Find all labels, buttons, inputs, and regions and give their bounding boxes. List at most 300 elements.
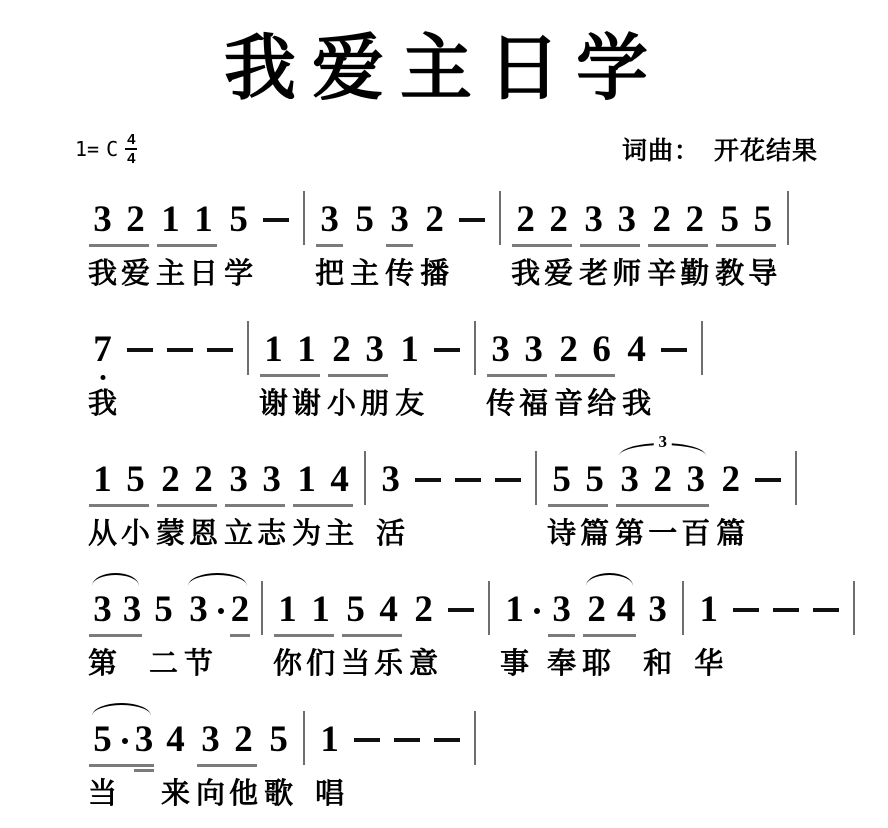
rest-dash-unit <box>767 566 805 664</box>
note-cell <box>222 436 255 552</box>
barline <box>303 711 305 765</box>
duration-dash <box>354 738 380 742</box>
note-number: 5 <box>552 459 571 500</box>
beam-underline <box>328 374 388 377</box>
barline <box>474 711 476 765</box>
lyric-syllable: 主 <box>325 518 355 550</box>
note-cell <box>498 566 531 682</box>
note-unit <box>620 306 653 422</box>
note-cell <box>679 436 712 552</box>
barline <box>701 321 703 375</box>
note-cell <box>257 306 290 422</box>
duration-dash <box>127 348 153 352</box>
rest-dash-unit <box>453 176 491 274</box>
dash-cell <box>442 566 480 664</box>
note-unit <box>545 436 611 552</box>
note-unit <box>147 566 180 682</box>
lyric-syllable: 活 <box>376 518 406 550</box>
lyric-syllable: 师 <box>612 258 642 290</box>
note-cell <box>645 176 678 292</box>
note-cell <box>194 696 227 812</box>
time-signature-lower: 4 <box>127 150 136 167</box>
subdivision-underline <box>316 244 343 247</box>
note-cell <box>222 176 255 292</box>
barline <box>488 581 490 635</box>
note-unit <box>498 566 543 682</box>
note-cell <box>613 566 639 682</box>
beam-underline <box>89 504 149 507</box>
lyric-syllable: 向 <box>196 778 226 810</box>
beam-underline <box>555 374 615 377</box>
lyric-syllable: 我 <box>88 388 118 420</box>
duration-dash <box>495 478 521 482</box>
note-cell <box>418 176 451 292</box>
lyric-syllable: 蒙 <box>156 518 186 550</box>
note-cell <box>358 306 391 422</box>
duration-dash <box>207 348 233 352</box>
dot-cell <box>215 566 227 666</box>
barline <box>853 581 855 635</box>
dash-cell <box>161 306 199 404</box>
lyric-syllable: 谢 <box>292 388 322 420</box>
note-number: 4 <box>166 719 185 760</box>
note-cell <box>290 306 323 422</box>
barline <box>303 191 305 245</box>
note-number: 3 <box>93 199 112 240</box>
beam-underline <box>293 504 353 507</box>
dash-cell <box>489 436 527 534</box>
note-number: 1 <box>699 589 718 630</box>
notation-system <box>0 176 888 294</box>
note-unit <box>154 176 220 292</box>
credits-label: 词曲： <box>621 137 700 165</box>
triplet-number: 3 <box>653 432 672 452</box>
note-number: 3 <box>620 459 639 500</box>
score <box>0 176 888 814</box>
note-number: 5 <box>93 719 112 760</box>
duration-dash <box>661 348 687 352</box>
duration-dash <box>263 218 289 222</box>
note-number: 3 <box>93 589 112 630</box>
note-number: 3 <box>584 199 603 240</box>
note-cell <box>577 176 610 292</box>
note-cell <box>578 436 611 552</box>
note-number: 2 <box>161 459 180 500</box>
rest-dash-unit <box>442 566 480 664</box>
note-number: 5 <box>355 199 374 240</box>
note-number: 3 <box>229 459 248 500</box>
lyric-syllable: 乐 <box>374 648 404 680</box>
note-cell <box>119 436 152 552</box>
beam-underline <box>580 244 640 247</box>
note-unit <box>222 436 288 552</box>
barline <box>364 451 366 505</box>
dash-cell <box>749 436 787 534</box>
note-number: 1 <box>297 459 316 500</box>
lyric-syllable: 们 <box>306 648 336 680</box>
lyric-syllable: 节 <box>184 648 214 680</box>
note-unit <box>393 306 426 422</box>
subdivision-underline <box>134 769 154 772</box>
note-cell <box>509 176 542 292</box>
duration-dash <box>434 738 460 742</box>
rest-dash-unit <box>489 436 527 534</box>
note-unit <box>86 696 157 812</box>
rest-dash-unit <box>348 696 386 794</box>
note-number: 5 <box>126 459 145 500</box>
duration-dash <box>434 348 460 352</box>
note-cell <box>620 306 653 422</box>
note-unit <box>545 566 578 682</box>
note-unit <box>154 436 220 552</box>
rest-dash-unit <box>428 306 466 404</box>
note-cell <box>262 696 295 812</box>
barline <box>795 451 797 505</box>
beam-underline <box>197 764 257 767</box>
note-unit <box>645 176 711 292</box>
note-cell <box>383 176 416 292</box>
lyric-syllable: 主 <box>156 258 186 290</box>
note-number: 5 <box>269 719 288 760</box>
octave-low-dot <box>100 375 105 380</box>
note-cell <box>154 176 187 292</box>
rest-dash-unit <box>749 436 787 534</box>
lyric-syllable: 福 <box>519 388 549 420</box>
augmentation-dot <box>218 608 224 614</box>
note-number: 5 <box>154 589 173 630</box>
note-cell <box>182 566 215 682</box>
rest-dash-unit <box>161 306 199 404</box>
lyric-syllable: 导 <box>748 258 778 290</box>
note-number: 4 <box>330 459 349 500</box>
lyric-syllable: 爱 <box>544 258 574 290</box>
note-unit <box>348 176 381 292</box>
meta-row <box>75 128 818 170</box>
note-cell <box>187 436 220 552</box>
note-number: 5 <box>753 199 772 240</box>
note-cell <box>580 566 613 682</box>
beam-underline <box>716 244 776 247</box>
note-unit <box>552 306 618 422</box>
time-signature-upper: 4 <box>127 131 136 148</box>
key-name: C <box>106 137 119 161</box>
key-tonic-label: 1= <box>75 137 100 161</box>
lyric-syllable: 歌 <box>264 778 294 810</box>
note-number: 2 <box>653 459 672 500</box>
note-cell <box>86 176 119 292</box>
note-unit <box>613 432 712 552</box>
note-number: 1 <box>400 329 419 370</box>
note-unit <box>271 566 337 682</box>
lyric-syllable: 爱 <box>121 258 151 290</box>
notation-system <box>0 306 888 424</box>
note-cell <box>86 696 119 812</box>
rest-dash-unit <box>201 306 239 404</box>
rest-dash-unit <box>727 566 765 664</box>
note-cell <box>227 566 253 682</box>
note-unit <box>577 176 643 292</box>
duration-dash <box>813 608 839 612</box>
lyric-syllable: 华 <box>694 648 724 680</box>
note-cell <box>552 306 585 422</box>
note-unit <box>86 436 152 552</box>
note-number: 2 <box>721 459 740 500</box>
dot-cell <box>531 566 543 666</box>
note-unit <box>159 696 192 812</box>
note-number: 3 <box>686 459 705 500</box>
note-number: 1 <box>264 329 283 370</box>
note-unit <box>509 176 575 292</box>
note-cell <box>713 176 746 292</box>
note-number: 4 <box>627 329 646 370</box>
lyric-syllable: 你 <box>273 648 303 680</box>
note-number: 4 <box>616 589 636 630</box>
note-cell <box>147 566 180 682</box>
dash-cell <box>121 306 159 404</box>
beam-underline <box>342 634 402 637</box>
note-unit <box>713 176 779 292</box>
dash-cell <box>388 696 426 794</box>
beam-underline <box>548 504 608 507</box>
note-cell <box>610 176 643 292</box>
beam-underline <box>225 504 285 507</box>
rest-dash-unit <box>428 696 466 794</box>
note-unit <box>407 566 440 682</box>
dot-cell <box>119 696 131 796</box>
note-cell <box>304 566 337 682</box>
lyric-syllable: 篇 <box>716 518 746 550</box>
lyric-syllable: 我 <box>622 388 652 420</box>
note-unit <box>194 696 260 812</box>
rest-dash-unit <box>655 306 693 404</box>
dash-cell <box>409 436 447 534</box>
note-number: 1 <box>93 459 112 500</box>
lyric-syllable: 把 <box>315 258 345 290</box>
note-cell <box>692 566 725 682</box>
note-cell <box>746 176 779 292</box>
note-number: 3 <box>617 199 636 240</box>
beam-underline <box>616 504 709 507</box>
lyric-syllable: 为 <box>292 518 322 550</box>
lyric-syllable: 诗 <box>547 518 577 550</box>
note-cell <box>131 696 157 812</box>
lyric-syllable: 友 <box>395 388 425 420</box>
note-number: 2 <box>549 199 568 240</box>
note-number: 3 <box>491 329 510 370</box>
note-number: 1 <box>320 719 339 760</box>
barline <box>247 321 249 375</box>
note-number: 3 <box>201 719 220 760</box>
note-unit <box>86 566 145 682</box>
duration-dash <box>448 608 474 612</box>
note-number: 5 <box>585 459 604 500</box>
subdivision-underline <box>230 634 250 637</box>
notation-system <box>0 696 888 814</box>
beam-underline <box>260 374 320 377</box>
note-unit <box>418 176 451 292</box>
beam-underline <box>157 504 217 507</box>
dash-cell <box>655 306 693 404</box>
lyric-syllable: 教 <box>715 258 745 290</box>
note-unit <box>641 566 674 682</box>
duration-dash <box>773 608 799 612</box>
lyric-syllable: 传 <box>385 258 415 290</box>
note-cell <box>255 436 288 552</box>
song-title: 我爱主日学 <box>223 25 664 110</box>
duration-dash <box>415 478 441 482</box>
note-cell <box>372 566 405 682</box>
dash-cell <box>727 566 765 664</box>
note-unit <box>313 176 346 292</box>
note-number: 1 <box>278 589 297 630</box>
note-cell <box>187 176 220 292</box>
note-number: 2 <box>332 329 351 370</box>
note-number: 4 <box>379 589 398 630</box>
note-cell <box>119 566 145 682</box>
note-unit <box>692 566 725 682</box>
note-unit <box>714 436 747 552</box>
note-cell <box>313 176 346 292</box>
lyric-syllable: 二 <box>149 648 179 680</box>
duration-dash <box>394 738 420 742</box>
lyric-syllable: 从 <box>88 518 118 550</box>
barline <box>261 581 263 635</box>
note-number: 2 <box>652 199 671 240</box>
notation-system <box>0 566 888 684</box>
note-number: 2 <box>234 719 253 760</box>
dash-cell <box>428 306 466 404</box>
lyric-syllable: 百 <box>681 518 711 550</box>
rest-dash-unit <box>121 306 159 404</box>
dash-cell <box>257 176 295 274</box>
note-number: 2 <box>126 199 145 240</box>
dash-cell <box>428 696 466 794</box>
note-unit <box>86 306 119 422</box>
credits-author: 开花结果 <box>713 137 818 165</box>
note-cell <box>159 696 192 812</box>
lyric-syllable: 意 <box>409 648 439 680</box>
beam-underline <box>274 634 334 637</box>
dash-cell <box>453 176 491 274</box>
note-unit <box>290 436 356 552</box>
lyric-syllable: 主 <box>350 258 380 290</box>
note-cell <box>227 696 260 812</box>
note-unit <box>339 566 405 682</box>
lyric-syllable: 传 <box>486 388 516 420</box>
beam-underline <box>583 634 636 637</box>
notation-system <box>0 432 888 554</box>
note-number: 2 <box>685 199 704 240</box>
note-cell <box>323 436 356 552</box>
note-number: 2 <box>587 589 606 630</box>
dash-cell <box>767 566 805 664</box>
barline <box>535 451 537 505</box>
rest-dash-unit <box>388 696 426 794</box>
lyric-syllable: 老 <box>579 258 609 290</box>
lyric-syllable: 一 <box>648 518 678 550</box>
note-number: 2 <box>194 459 213 500</box>
note-cell <box>339 566 372 682</box>
note-number: 3 <box>524 329 543 370</box>
note-cell <box>407 566 440 682</box>
beam-underline <box>157 244 217 247</box>
note-cell <box>86 306 119 422</box>
duration-dash <box>755 478 781 482</box>
lyric-syllable: 第 <box>615 518 645 550</box>
note-cell <box>545 436 578 552</box>
note-cell <box>313 696 346 812</box>
rest-dash-unit <box>257 176 295 274</box>
note-cell <box>714 436 747 552</box>
dash-cell <box>201 306 239 404</box>
note-cell <box>542 176 575 292</box>
note-unit <box>383 176 416 292</box>
note-unit <box>182 566 253 682</box>
note-number: 5 <box>229 199 248 240</box>
lyric-syllable: 日 <box>189 258 219 290</box>
time-signature <box>125 132 137 166</box>
note-number: 3 <box>365 329 384 370</box>
note-cell <box>86 436 119 552</box>
note-cell <box>374 436 407 552</box>
lyric-syllable: 立 <box>224 518 254 550</box>
note-number: 2 <box>559 329 578 370</box>
note-number: 1 <box>311 589 330 630</box>
lyric-syllable: 谢 <box>259 388 289 420</box>
note-cell <box>484 306 517 422</box>
note-unit <box>325 306 391 422</box>
lyric-syllable: 篇 <box>580 518 610 550</box>
lyric-syllable: 学 <box>224 258 254 290</box>
lyric-syllable: 我 <box>88 258 118 290</box>
lyric-syllable: 来 <box>161 778 191 810</box>
dash-cell <box>449 436 487 534</box>
note-unit <box>86 176 152 292</box>
note-cell <box>325 306 358 422</box>
note-unit <box>374 436 407 552</box>
lyric-syllable: 小 <box>327 388 357 420</box>
rest-dash-unit <box>409 436 447 534</box>
lyric-syllable: 我 <box>511 258 541 290</box>
lyric-syllable: 志 <box>257 518 287 550</box>
note-unit <box>484 306 550 422</box>
note-cell <box>585 306 618 422</box>
lyric-syllable: 当 <box>88 778 118 810</box>
note-number: 1 <box>161 199 180 240</box>
credits <box>622 131 818 167</box>
note-number: 3 <box>262 459 281 500</box>
note-number: 3 <box>189 589 208 630</box>
lyric-syllable: 音 <box>554 388 584 420</box>
note-unit <box>580 566 639 682</box>
note-number: 3 <box>390 199 409 240</box>
note-number: 2 <box>230 589 250 630</box>
lyric-syllable: 奉 <box>547 648 577 680</box>
note-cell <box>393 306 426 422</box>
note-unit <box>222 176 255 292</box>
note-number: 3 <box>552 589 571 630</box>
rest-dash-unit <box>807 566 845 664</box>
note-cell <box>290 436 323 552</box>
beam-underline <box>512 244 572 247</box>
note-number: 7 <box>93 330 112 370</box>
note-cell <box>86 566 119 682</box>
note-number: 3 <box>320 199 339 240</box>
note-cell <box>646 436 679 552</box>
lyric-syllable: 恩 <box>189 518 219 550</box>
beam-underline <box>648 244 708 247</box>
subdivision-underline <box>548 634 575 637</box>
